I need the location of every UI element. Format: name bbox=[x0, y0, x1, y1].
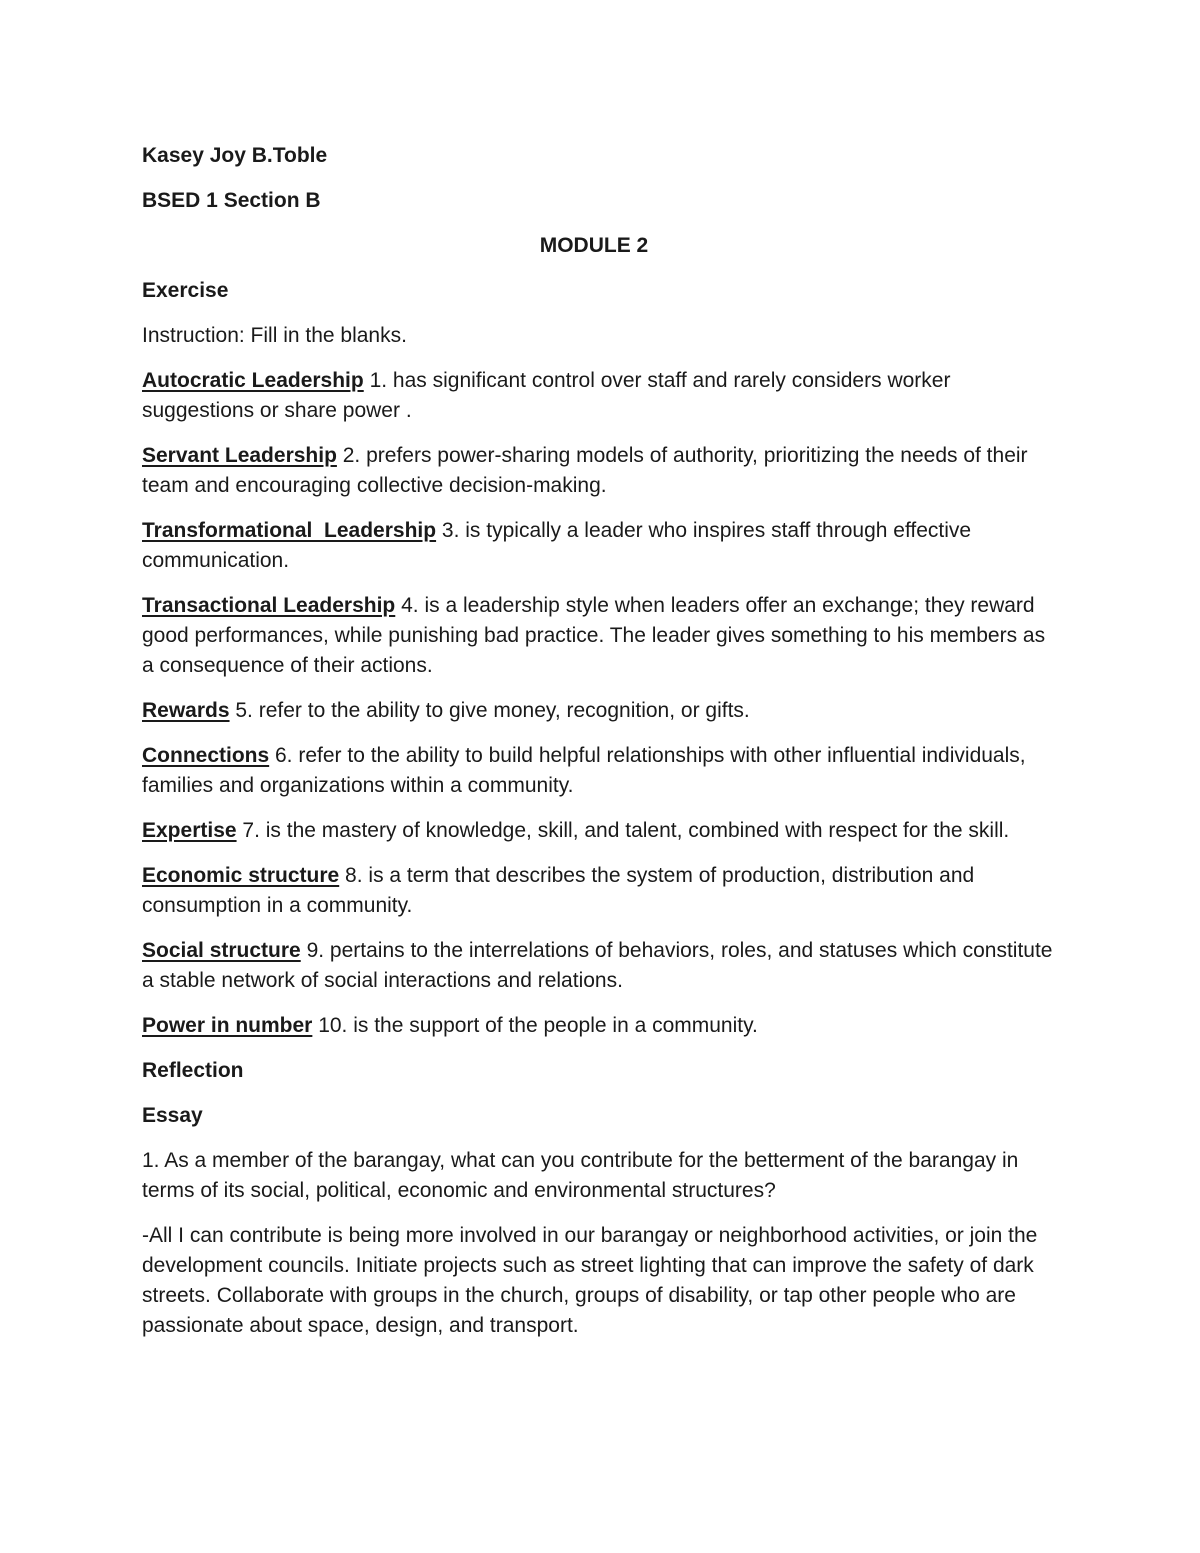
item-text-4: 4. is a leadership style when leaders offer an exchange; they reward good performances, while punishing bad practice. The leader gives something to his members as a consequence of their actions. bbox=[142, 594, 1046, 677]
answer-2: Servant Leadership bbox=[142, 444, 337, 467]
item-text-1: 1. has significant control over staff and rarely considers worker suggestions or share power . bbox=[142, 369, 951, 422]
answer-6: Connections bbox=[142, 744, 270, 767]
exercise-item-2 bbox=[142, 441, 1062, 501]
answer-5: Rewards bbox=[142, 699, 230, 722]
exercise-instruction: Instruction: Fill in the blanks. bbox=[142, 324, 407, 347]
essay-question: 1. As a member of the barangay, what can you contribute for the betterment of the barangay in terms of its social, political, economic and environmental structures? bbox=[142, 1149, 1019, 1202]
essay-response: -All I can contribute is being more involved in our barangay or neighborhood activities, or join the development councils. Initiate projects such as street lighting that can improve the safety of dark streets. Collaborate with groups in the church, groups of disability, or tap other people who are passionate about space, design, and transport. bbox=[142, 1224, 1038, 1337]
item-text-10: 10. is the support of the people in a community. bbox=[312, 1014, 758, 1037]
answer-3: Transformational Leadership bbox=[142, 519, 437, 542]
answer-7: Expertise bbox=[142, 819, 237, 842]
exercise-heading: Exercise bbox=[142, 279, 229, 302]
answer-8: Economic structure bbox=[142, 864, 340, 887]
item-text-8: 8. is a term that describes the system of production, distribution and consumption in a community. bbox=[142, 864, 975, 917]
document-page bbox=[142, 141, 1062, 1341]
item-text-9: 9. pertains to the interrelations of behaviors, roles, and statuses which constitute a stable network of social interactions and relations. bbox=[142, 939, 1053, 992]
exercise-item-6 bbox=[142, 741, 1062, 801]
exercise-item-3 bbox=[142, 516, 1062, 576]
exercise-item-4 bbox=[142, 591, 1062, 681]
exercise-item-9 bbox=[142, 936, 1062, 996]
exercise-item-7 bbox=[142, 816, 1062, 846]
student-name: Kasey Joy B.Toble bbox=[142, 144, 328, 167]
module-title: MODULE 2 bbox=[539, 234, 649, 257]
item-text-7: 7. is the mastery of knowledge, skill, and talent, combined with respect for the skill. bbox=[236, 819, 1010, 842]
exercise-item-8 bbox=[142, 861, 1062, 921]
answer-9: Social structure bbox=[142, 939, 301, 962]
exercise-item-1 bbox=[142, 366, 1062, 426]
item-text-3: 3. is typically a leader who inspires staff through effective communication. bbox=[142, 519, 972, 572]
student-section: BSED 1 Section B bbox=[142, 189, 321, 212]
exercise-item-5 bbox=[142, 696, 1062, 726]
item-text-5: 5. refer to the ability to give money, recognition, or gifts. bbox=[229, 699, 750, 722]
item-text-2: 2. prefers power-sharing models of authority, prioritizing the needs of their team and encouraging collective decision-making. bbox=[142, 444, 1028, 497]
answer-1: Autocratic Leadership bbox=[142, 369, 364, 392]
answer-10: Power in number bbox=[142, 1014, 313, 1037]
essay-heading: Essay bbox=[142, 1104, 203, 1127]
answer-4: Transactional Leadership bbox=[142, 594, 396, 617]
exercise-item-10 bbox=[142, 1011, 1062, 1041]
item-text-6: 6. refer to the ability to build helpful relationships with other influential individuals, families and organizations within a community. bbox=[142, 744, 1026, 797]
reflection-heading: Reflection bbox=[142, 1059, 244, 1082]
